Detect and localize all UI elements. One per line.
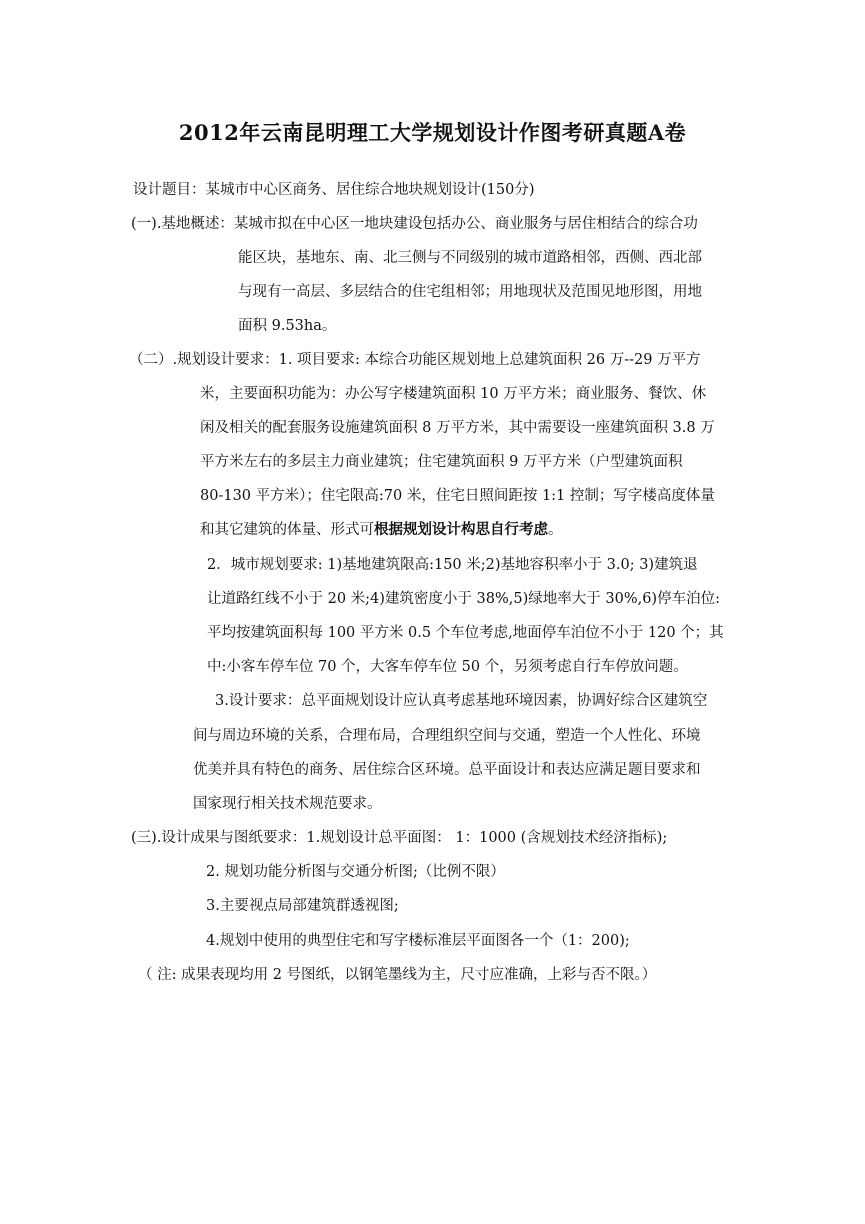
note: （ 注: 成果表现均用 2 号图纸，以钢笔墨线为主，尺寸应准确，上彩与否不限。） <box>138 967 657 983</box>
section2-req3-line-4: 国家现行相关技术规范要求。 <box>193 796 382 812</box>
section2-req2-line-1: 2．城市规划要求: 1)基地建筑限高:150 米;2)基地容积率小于 3.0; 3)建筑退 <box>207 557 698 573</box>
section2-req2-line-2: 让道路红线不小于 20 米;4)建筑密度小于 38%,5)绿地率大于 30%,6)停车泊位: <box>207 591 720 607</box>
section3-line-4: 4.规划中使用的典型住宅和写字楼标准层平面图各一个（1：200); <box>206 933 630 949</box>
section2-req1-line-1: （二）.规划设计要求：1. 项目要求: 本综合功能区规划地上总建筑面积 26 万--29 万平方 <box>129 352 701 368</box>
section2-req3-line-1: 3.设计要求：总平面规划设计应认真考虑基地环境因素，协调好综合区建筑空 <box>215 693 708 709</box>
section3-line-1: (三).设计成果与图纸要求：1.规划设计总平面图： 1：1000 (含规划技术经济指标); <box>131 830 668 846</box>
section2-req1-line-3: 闲及相关的配套服务设施建筑面积 8 万平方米，其中需要设一座建筑面积 3.8 万 <box>200 420 715 436</box>
section2-req1-emphasis: 根据规划设计构思自行考虑 <box>374 521 548 538</box>
section2-req3-line-2: 间与周边环境的关系，合理布局，合理组织空间与交通，塑造一个人性化、环境 <box>193 728 701 744</box>
section1-line-3: 与现有一高层、多层结合的住宅组相邻；用地现状及范围见地形图，用地 <box>238 284 702 300</box>
section2-req1-line-6-end: 。 <box>548 522 563 538</box>
section2-req1-line-5: 80-130 平方米）；住宅限高:70 米，住宅日照间距按 1:1 控制；写字楼高度体量 <box>200 488 715 504</box>
section1-line-1: (一).基地概述：某城市拟在中心区一地块建设包括办公、商业服务与居住相结合的综合功 <box>131 216 698 232</box>
section2-req1-line-4: 平方米左右的多层主力商业建筑；住宅建筑面积 9 万平方米（户型建筑面积 <box>200 454 683 470</box>
section2-req1-line-6 <box>200 520 563 540</box>
section1-line-2: 能区块，基地东、南、北三侧与不同级别的城市道路相邻，西侧、西北部 <box>238 250 702 266</box>
section2-req1-line-2: 米，主要面积功能为：办公写字楼建筑面积 10 万平方米；商业服务、餐饮、休 <box>200 386 707 402</box>
section2-req2-line-3: 平均按建筑面积每 100 平方米 0.5 个车位考虑,地面停车泊位不小于 120 个；其 <box>207 625 724 641</box>
page-title: 2012年云南昆明理工大学规划设计作图考研真题A卷 <box>178 120 687 145</box>
section2-req3-line-3: 优美并具有特色的商务、居住综合区环境。总平面设计和表达应满足题目要求和 <box>193 762 701 778</box>
section1-line-4: 面积 9.53ha。 <box>238 318 337 334</box>
section3-line-2: 2. 规划功能分析图与交通分析图;（比例不限） <box>206 864 505 880</box>
design-topic: 设计题目：某城市中心区商务、居住综合地块规划设计(150分) <box>133 182 535 198</box>
section3-line-3: 3.主要视点局部建筑群透视图; <box>206 898 399 914</box>
section2-req2-line-4: 中:小客车停车位 70 个，大客车停车位 50 个，另须考虑自行车停放问题。 <box>207 659 688 675</box>
section2-req1-line-6-text: 和其它建筑的体量、形式可 <box>200 522 374 538</box>
